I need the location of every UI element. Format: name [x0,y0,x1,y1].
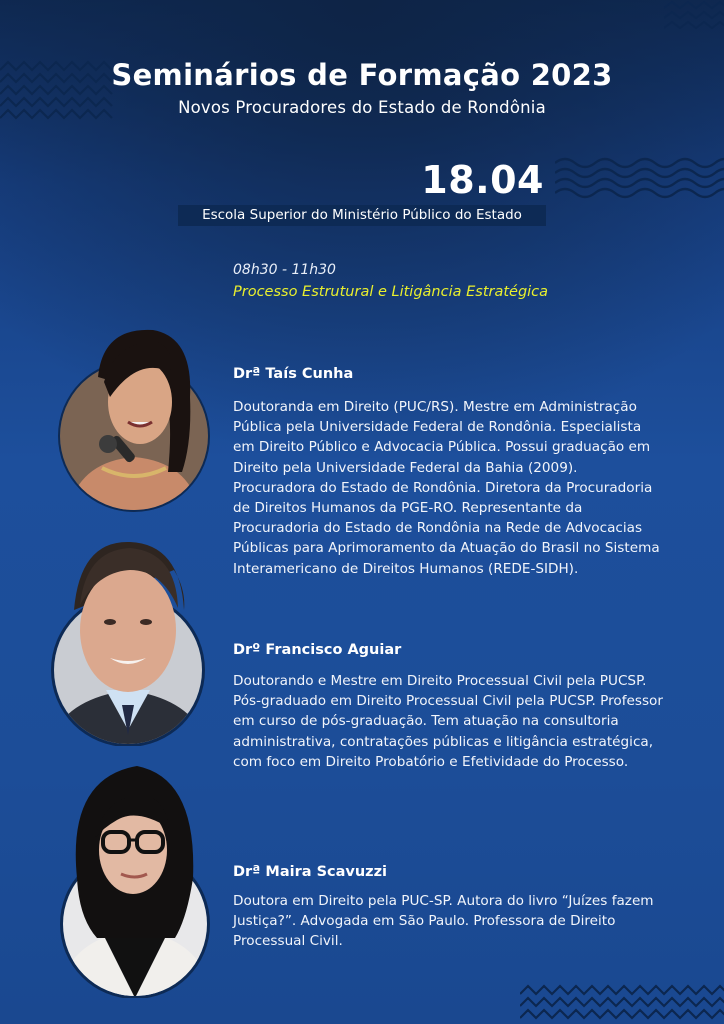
speaker-bio: Doutora em Direito pela PUC-SP. Autora do livro “Juízes fazem Justiça?”. Advogada em São Paulo. Professora de Direito Processual Civil. [233,893,654,950]
speaker-name: Drª Taís Cunha [233,366,354,382]
event-topic: Processo Estrutural e Litigância Estratégica [233,284,549,300]
zigzag-decoration-bottom-right [520,984,724,1024]
event-venue: Escola Superior do Ministério Público do Estado [178,205,546,226]
wave-decoration-right [555,155,724,200]
page-title: Seminários de Formação 2023 [111,58,613,92]
event-date: 18.04 [421,158,544,202]
event-time: 08h30 - 11h30 [233,262,336,278]
speaker-photo-maira-scavuzzi [57,758,213,998]
speaker-bio: Doutoranda em Direito (PUC/RS). Mestre em Administração Pública pela Universidade Federal de Rondônia. Especialista em Direito Público e Advocacia Pública. Possui graduação em Direito pela Universidade Federal da Bahia (2009). Procuradora do Estado de Rondônia. Diretora da Procuradoria de Direitos Humanos da PGE-RO. Representante da Procuradoria do Estado de Rondônia na Rede de Advocacias Públicas para Aprimoramento da Atuação do Brasil no Sistema Interamericano de Direitos Humanos (REDE-SIDH). [233,399,660,577]
speaker-photo-tais-cunha [58,322,210,512]
zigzag-decoration-top-right [664,0,724,30]
speaker-photo-francisco-aguiar [50,530,210,746]
speaker-bio: Doutorando e Mestre em Direito Processual Civil pela PUCSP. Pós-graduado em Direito Processual Civil pela PUCSP. Professor em curso de pós-graduação. Tem atuação na consultoria administrativa, contratações públicas e litigância estratégica, com foco em Direito Probatório e Efetividade do Processo. [233,673,663,770]
page-subtitle: Novos Procuradores do Estado de Rondônia [178,98,546,117]
speaker-name: Drº Francisco Aguiar [233,642,402,658]
speaker-name: Drª Maira Scavuzzi [233,864,388,880]
